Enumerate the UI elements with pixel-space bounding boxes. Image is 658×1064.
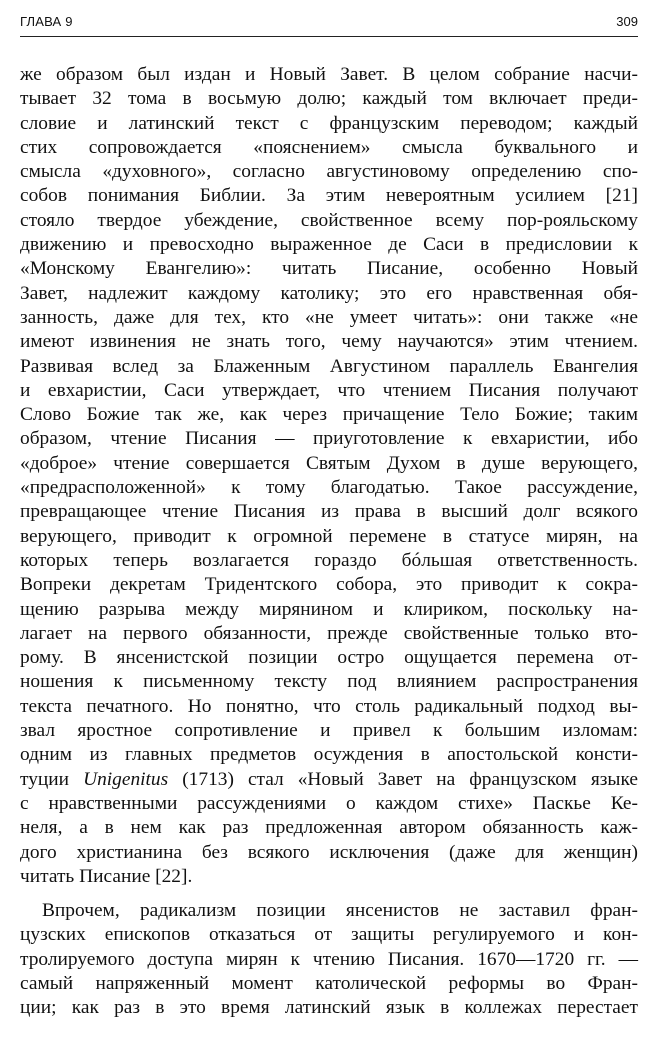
text-line: Развивая вслед за Блаженным Августином параллель Евангелия <box>20 355 638 377</box>
text-line: «предрасположенной» к тому благодатью. Такое рассуждение, <box>20 477 638 499</box>
header-rule <box>20 36 638 37</box>
text-line: занность, даже для тех, кто «не умеет читать»: они также «не <box>20 306 638 328</box>
text-line: «Монскому Евангелию»: читать Писание, особенно Новый <box>20 258 638 280</box>
paragraph-2 <box>20 899 638 1020</box>
text-line: «доброе» чтение совершается Святым Духом в душе верующего, <box>20 452 638 474</box>
text-line: Слово Божие так же, как через причащение Тело Божие; таким <box>20 404 638 426</box>
text-segment: туции <box>20 768 70 790</box>
running-header <box>20 10 638 32</box>
text-line: и евхаристии, Саси утверждает, что чтением Писания получают <box>20 379 638 401</box>
text-line: Впрочем, радикализм позиции янсенистов не заставил фран- <box>42 900 638 922</box>
text-line: читать Писание [22]. <box>20 865 193 887</box>
body-text <box>20 63 638 1021</box>
text-line: звал яростное сопротивление и привел к большим изломам: <box>20 720 638 742</box>
text-line: ции; как раз в это время латинский язык в коллежах перестает <box>20 997 638 1019</box>
italic-title: Unigenitus <box>83 768 169 790</box>
text-line: тывает 32 тома в восьмую долю; каждый том включает преди- <box>20 88 638 110</box>
paragraph-gap <box>20 889 638 899</box>
text-line: текста печатного. Но понятно, что столь радикальный подход вы- <box>20 695 638 717</box>
text-line: одним из главных предметов осуждения в апостольской консти- <box>20 744 638 766</box>
text-line: превращающее чтение Писания из права в высший долг всякого <box>20 501 638 523</box>
text-line: неля, а в нем как раз предложенная автором обязанность каж- <box>20 817 638 839</box>
chapter-label: ГЛАВА 9 <box>20 14 73 29</box>
text-line: которых теперь возлагается гораздо бóльшая ответственность. <box>20 549 638 571</box>
text-line: смысла «духовного», согласно августиновому определению спо- <box>20 161 638 183</box>
text-line: цузских епископов отказаться от защиты регулируемого и кон- <box>20 924 638 946</box>
text-line: ношения к письменному тексту под влиянием распространения <box>20 671 638 693</box>
text-line: движению и превосходно выраженное де Саси в предисловии к <box>20 234 638 256</box>
text-line: стояло твердое убеждение, свойственное всему пор-рояльскому <box>20 209 638 231</box>
page-number: 309 <box>616 14 638 29</box>
text-line: имеют извинения не знать того, чему научаются» этим чтением. <box>20 331 638 353</box>
text-line: лагает на первого обязанности, прежде свойственные только вто- <box>20 622 638 644</box>
text-line: же образом был издан и Новый Завет. В целом собрание насчи- <box>20 64 638 85</box>
text-line: верующего, приводит к огромной перемене в статусе мирян, на <box>20 525 638 547</box>
text-segment: (1713) стал «Новый Завет на французском языке <box>168 768 638 790</box>
text-line: Вопреки декретам Тридентского собора, это приводит к сокра- <box>20 574 638 596</box>
text-line: стих сопровождается «пояснением» смысла буквального и <box>20 136 638 158</box>
text-line: щению разрыва между мирянином и клириком, поскольку на- <box>20 598 638 620</box>
text-line: Завет, надлежит каждому католику; это его нравственная обя- <box>20 282 638 304</box>
paragraph-1 <box>20 63 638 889</box>
text-line: образом, чтение Писания — приуготовление к евхаристии, ибо <box>20 428 638 450</box>
text-line: словие и латинский текст с французским переводом; каждый <box>20 112 638 134</box>
text-line: собов понимания Библии. За этим невероятным усилием [21] <box>20 185 638 207</box>
text-line: дого христианина без всякого исключения (даже для женщин) <box>20 841 638 863</box>
text-line-mixed <box>20 768 638 792</box>
text-line: рому. В янсенистской позиции остро ощущается перемена от- <box>20 647 638 669</box>
text-line: самый напряженный момент католической реформы во Фран- <box>20 972 638 994</box>
text-line: тролируемого доступа мирян к чтению Писания. 1670—1720 гг. — <box>20 948 638 970</box>
text-line: с нравственными рассуждениями о каждом стихе» Паскье Ке- <box>20 792 638 814</box>
